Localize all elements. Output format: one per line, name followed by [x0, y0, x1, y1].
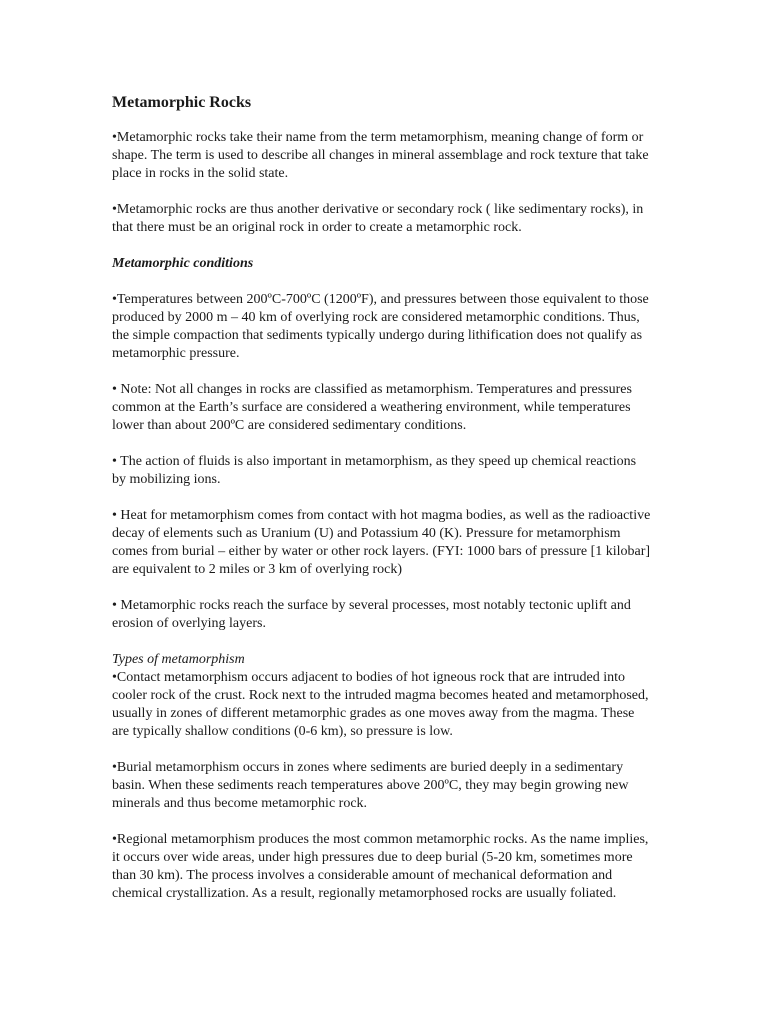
document-page [112, 92, 652, 921]
types-paragraph-3: •Regional metamorphism produces the most common metamorphic rocks. As the name implies, it occurs over wide areas, under high pressures due to deep burial (5-20 km, sometimes more than 30 km). The process involves a considerable amount of mechanical deformation and chemical crystallization. As a result, regionally metamorphosed rocks are usually foliated. [112, 832, 649, 901]
conditions-paragraph-3: • The action of fluids is also important in metamorphism, as they speed up chemical reactions by mobilizing ions. [112, 454, 637, 487]
conditions-paragraph-5: • Metamorphic rocks reach the surface by several processes, most notably tectonic uplift and erosion of overlying layers. [112, 598, 631, 631]
page-title: Metamorphic Rocks [112, 94, 252, 111]
types-paragraph-2: •Burial metamorphism occurs in zones where sediments are buried deeply in a sedimentary basin. When these sediments reach temperatures above 200ºC, they may begin growing new minerals and thus become metamorphic rock. [112, 760, 629, 811]
types-heading: Types of metamorphism [112, 652, 245, 667]
intro-paragraph-1: •Metamorphic rocks take their name from the term metamorphism, meaning change of form or shape. The term is used to describe all changes in mineral assemblage and rock texture that take place in rocks in the solid state. [112, 130, 649, 181]
types-paragraph-1: •Contact metamorphism occurs adjacent to bodies of hot igneous rock that are intruded into cooler rock of the crust. Rock next to the intruded magma becomes heated and metamorphosed, usually in zones of different metamorphic grades as one moves away from the magma. These are typically shallow conditions (0-6 km), so pressure is low. [112, 670, 649, 739]
conditions-heading: Metamorphic conditions [112, 256, 254, 271]
conditions-paragraph-1: •Temperatures between 200ºC-700ºC (1200ºF), and pressures between those equivalent to those produced by 2000 m – 40 km of overlying rock are considered metamorphic conditions. Thus, the simple compaction that sediments typically undergo during lithification does not qualify as metamorphic pressure. [112, 292, 649, 361]
conditions-paragraph-2: • Note: Not all changes in rocks are classified as metamorphism. Temperatures and pressures common at the Earth’s surface are considered a weathering environment, while temperatures lower than about 200ºC are considered sedimentary conditions. [112, 382, 632, 433]
conditions-paragraph-4: • Heat for metamorphism comes from contact with hot magma bodies, as well as the radioactive decay of elements such as Uranium (U) and Potassium 40 (K). Pressure for metamorphism comes from burial – either by water or other rock layers. (FYI: 1000 bars of pressure [1 kilobar] are equivalent to 2 miles or 3 km of overlying rock) [112, 508, 651, 577]
intro-paragraph-2: •Metamorphic rocks are thus another derivative or secondary rock ( like sedimentary rocks), in that there must be an original rock in order to create a metamorphic rock. [112, 202, 644, 235]
